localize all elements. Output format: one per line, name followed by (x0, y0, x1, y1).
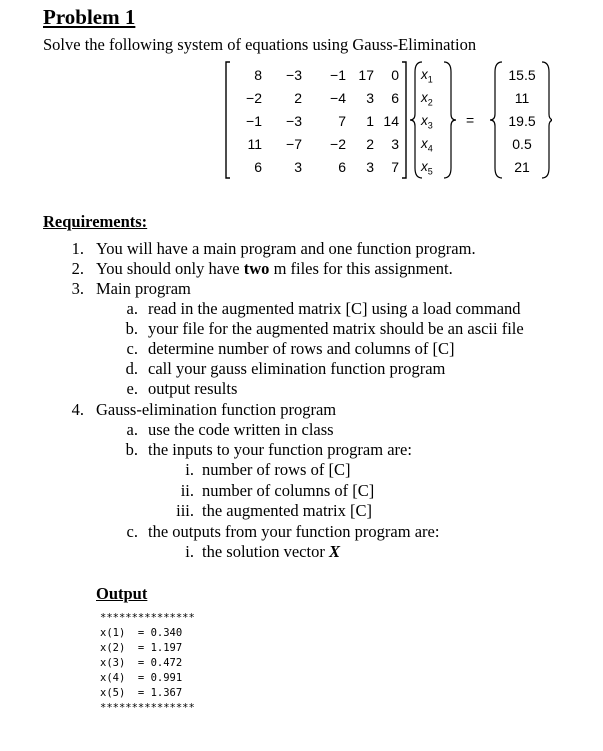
variable-label: $x_2$ (421, 90, 433, 108)
list-roman: iii. (176, 501, 194, 520)
vector-right-brace (444, 62, 456, 178)
matrix-cell: 11 (247, 136, 262, 152)
list-letter: c. (126, 339, 138, 358)
matrix-cell: 2 (294, 90, 302, 106)
matrix-cell: 1 (366, 113, 374, 129)
list-letter: a. (126, 299, 138, 318)
problem-statement: Solve the following system of equations using Gauss-Elimination (43, 35, 477, 54)
output-line: x(5) = 1.367 (100, 687, 183, 699)
rhs-value: 15.5 (508, 67, 536, 83)
list-letter: b. (125, 319, 138, 338)
list-letter: e. (126, 379, 138, 398)
requirement-text: m files for this assignment. (269, 259, 453, 278)
matrix-cell: −4 (330, 90, 346, 106)
matrix-cell: 0 (391, 67, 399, 83)
matrix-cell: 6 (338, 159, 346, 175)
matrix-cell: 3 (366, 90, 374, 106)
sub-sub-item: the augmented matrix [C] (202, 501, 372, 520)
matrix-cell: 6 (391, 90, 399, 106)
sub-sub-item-text: the solution vector (202, 542, 329, 561)
list-number: 4. (71, 400, 84, 419)
matrix-cell: −3 (286, 113, 302, 129)
output-heading: Output (96, 584, 148, 603)
matrix-equation (222, 58, 552, 184)
list-roman: i. (185, 460, 194, 479)
sub-item: use the code written in class (148, 420, 334, 439)
sub-item: output results (148, 379, 238, 398)
matrix-cell: −3 (286, 67, 302, 83)
list-letter: d. (125, 359, 138, 378)
rhs-value: 0.5 (512, 136, 532, 152)
output-separator: *************** (100, 612, 195, 624)
variable-label: $x_4$ (421, 136, 433, 154)
sub-item: the outputs from your function program are: (148, 522, 440, 541)
matrix-cell: 7 (338, 113, 346, 129)
requirement-item: Gauss-elimination function program (96, 400, 337, 419)
matrix-cell: −1 (330, 67, 346, 83)
list-roman: i. (185, 542, 194, 561)
list-number: 3. (71, 279, 84, 298)
output-separator: *************** (100, 702, 195, 714)
list-letter: c. (126, 522, 138, 541)
matrix-cell: 6 (254, 159, 262, 175)
matrix-cell: 17 (358, 67, 374, 83)
output-line: x(3) = 0.472 (100, 657, 183, 669)
variable-label: $x_5$ (421, 159, 433, 177)
matrix-cell: 2 (366, 136, 374, 152)
matrix-cell: −1 (246, 113, 262, 129)
list-letter: b. (125, 440, 138, 459)
matrix-cell: −2 (330, 136, 346, 152)
matrix-cell: 3 (294, 159, 302, 175)
matrix-cell: 7 (391, 159, 399, 175)
sub-sub-item: number of columns of [C] (202, 481, 375, 500)
output-line: x(1) = 0.340 (100, 627, 183, 639)
matrix-right-bracket (402, 62, 406, 178)
sub-sub-item (202, 542, 340, 562)
output-line: x(2) = 1.197 (100, 642, 183, 654)
matrix-cell: −7 (286, 136, 302, 152)
sub-item: read in the augmented matrix [C] using a load command (148, 299, 521, 318)
vector-symbol: X (328, 542, 340, 561)
rhs-value: 21 (514, 159, 530, 175)
requirement-item: You will have a main program and one function program. (96, 239, 476, 258)
matrix-cell: 3 (366, 159, 374, 175)
requirement-text: You should only have (96, 259, 244, 278)
list-number: 1. (71, 239, 84, 258)
list-number: 2. (71, 259, 84, 278)
requirement-item: Main program (96, 279, 191, 298)
sub-item: the inputs to your function program are: (148, 440, 412, 459)
requirements-heading: Requirements: (43, 212, 148, 231)
rhs-value: 19.5 (508, 113, 536, 129)
requirement-emphasis: two (243, 259, 270, 278)
matrix-cell: 8 (254, 67, 262, 83)
sub-item: your file for the augmented matrix should be an ascii file (148, 319, 524, 338)
variable-label: $x_3$ (421, 113, 433, 131)
page-title: Problem 1 (43, 5, 136, 29)
variable-label: $x_1$ (421, 67, 433, 85)
output-line: x(4) = 0.991 (100, 672, 183, 684)
list-roman: ii. (180, 481, 194, 500)
list-letter: a. (126, 420, 138, 439)
requirement-item (96, 259, 453, 279)
matrix-cell: 3 (391, 136, 399, 152)
sub-item: call your gauss elimination function program (148, 359, 446, 378)
sub-sub-item: number of rows of [C] (202, 460, 351, 479)
sub-item: determine number of rows and columns of [C] (148, 339, 455, 358)
matrix-cell: −2 (246, 90, 262, 106)
rhs-value: 11 (514, 90, 530, 106)
matrix-left-bracket (226, 62, 230, 178)
matrix-cell: 14 (383, 113, 399, 129)
equals-sign: = (466, 112, 475, 128)
